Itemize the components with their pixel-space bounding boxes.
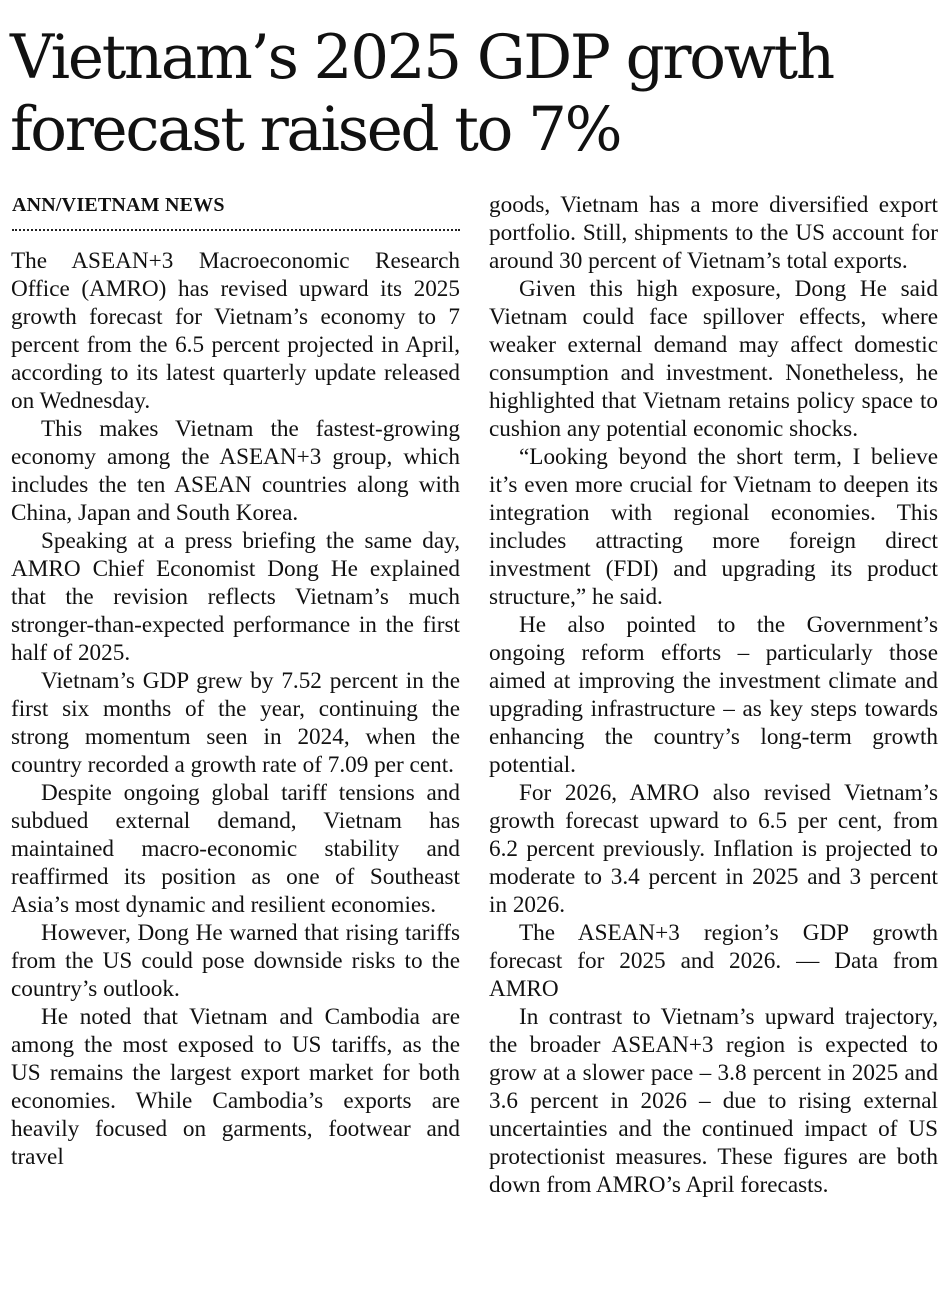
- paragraph: Speaking at a press briefing the same day, AMRO Chief Economist Dong He explained that the revision reflects Vietnam’s much stronger-than-expected performance in the first half of 2025.: [11, 528, 460, 666]
- paragraph: This makes Vietnam the fastest-growing economy among the ASEAN+3 group, which includes the ten ASEAN countries along with China, Japan and South Korea.: [11, 416, 460, 526]
- paragraph: However, Dong He warned that rising tariffs from the US could pose downside risks to the country’s outlook.: [11, 920, 460, 1002]
- chart-caption: The ASEAN+3 region’s GDP growth forecast for 2025 and 2026. — Data from AMRO: [489, 920, 938, 1002]
- paragraph: Vietnam’s GDP grew by 7.52 percent in the first six months of the year, continuing the strong momentum seen in 2024, when the country recorded a growth rate of 7.09 per cent.: [11, 668, 460, 778]
- headline-line-1: Vietnam’s 2025 GDP growth: [10, 22, 833, 93]
- paragraph: Given this high exposure, Dong He said Vietnam could face spillover effects, where weaker external demand may affect domestic consumption and investment. Nonetheless, he highlighted that Vietnam retains policy space to cushion any potential economic shocks.: [489, 276, 938, 442]
- paragraph-continued: goods, Vietnam has a more diversified export portfolio. Still, shipments to the US account for around 30 percent of Vietnam’s total exports.: [489, 192, 938, 274]
- article-column-left: [11, 247, 460, 1171]
- paragraph: In contrast to Vietnam’s upward trajectory, the broader ASEAN+3 region is expected to grow at a slower pace – 3.8 percent in 2025 and 3.6 percent in 2026 – due to rising external uncertainties and the continued impact of US protectionist measures. These figures are both down from AMRO’s April forecasts.: [489, 1004, 938, 1198]
- byline-divider: [12, 229, 460, 231]
- paragraph: He noted that Vietnam and Cambodia are among the most exposed to US tariffs, as the US remains the largest export market for both economies. While Cambodia’s exports are heavily focused on garments, footwear and travel: [11, 1004, 460, 1170]
- paragraph: He also pointed to the Government’s ongoing reform efforts – particularly those aimed at improving the investment climate and upgrading infrastructure – as key steps towards enhancing the country’s long-term growth potential.: [489, 612, 938, 778]
- paragraph: Despite ongoing global tariff tensions and subdued external demand, Vietnam has maintained macro-economic stability and reaffirmed its position as one of Southeast Asia’s most dynamic and resilient economies.: [11, 780, 460, 918]
- paragraph: The ASEAN+3 Macroeconomic Research Office (AMRO) has revised upward its 2025 growth forecast for Vietnam’s economy to 7 percent from the 6.5 percent projected in April, according to its latest quarterly update released on Wednesday.: [11, 248, 460, 414]
- paragraph: For 2026, AMRO also revised Vietnam’s growth forecast upward to 6.5 per cent, from 6.2 percent previously. Inflation is projected to moderate to 3.4 percent in 2025 and 3 percent in 2026.: [489, 780, 938, 918]
- headline-line-2: forecast raised to 7%: [10, 94, 621, 165]
- byline: ANN/VIETNAM NEWS: [12, 194, 225, 216]
- headline: [10, 22, 940, 166]
- article-column-right: [489, 191, 938, 1199]
- paragraph: “Looking beyond the short term, I believe it’s even more crucial for Vietnam to deepen its integration with regional economies. This includes attracting more foreign direct investment (FDI) and upgrading its product structure,” he said.: [489, 444, 938, 610]
